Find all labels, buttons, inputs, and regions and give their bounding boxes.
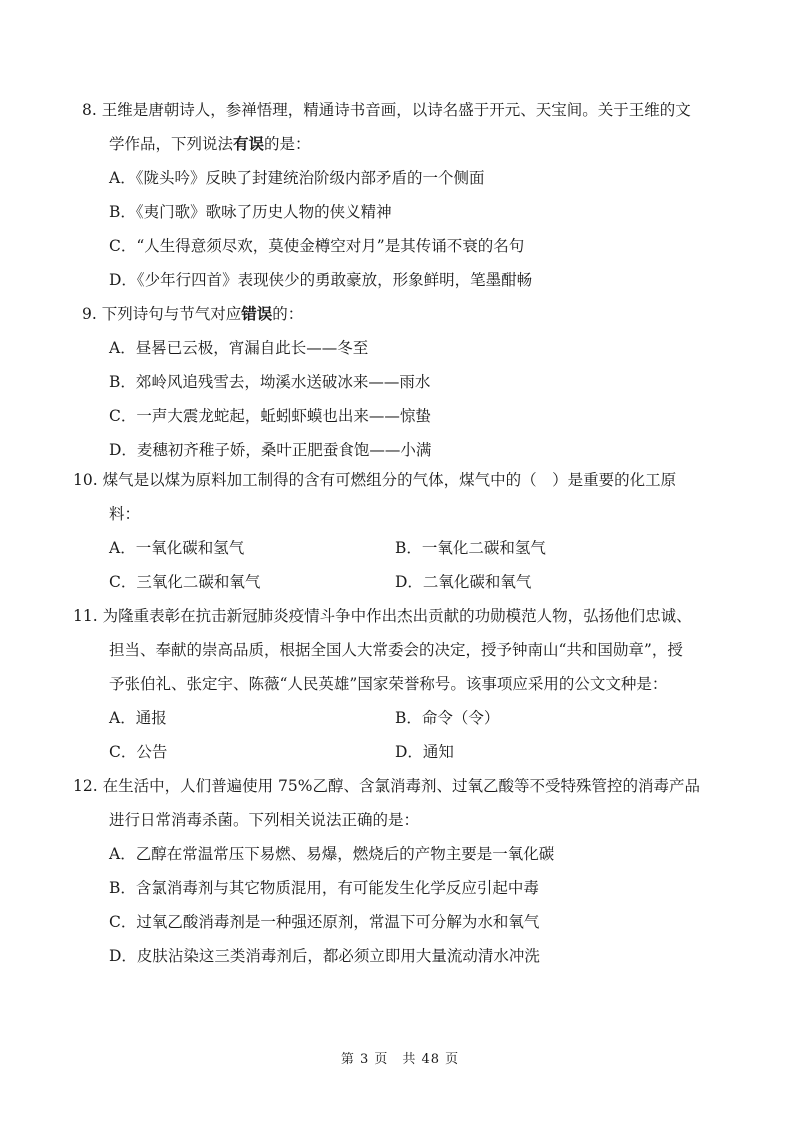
option-a: A．昼晷已云极，宵漏自此长——冬至	[109, 339, 369, 357]
stem-text: 在生活中，人们普遍使用 75%乙醇、含氯消毒剂、过氧乙酸等不受特殊管控的消毒产品	[102, 777, 700, 795]
question-12	[73, 769, 732, 973]
page-footer: 第 3 页 共 48 页	[340, 1052, 460, 1067]
question-11	[73, 599, 732, 769]
options-row	[82, 735, 732, 769]
option-c: C．三氧化二碳和氧气	[109, 573, 261, 591]
question-stem	[73, 599, 732, 701]
stem-continuation	[82, 127, 732, 161]
options-row	[82, 565, 732, 599]
option-c: C．“人生得意须尽欢，莫使金樽空对月”是其传诵不衰的名句	[109, 237, 525, 255]
question-number: 11.	[73, 607, 98, 625]
question-number: 12.	[73, 777, 98, 795]
stem-continuation: 担当、奉献的崇高品质，根据全国人大常委会的决定，授予钟南山“共和国勋章”，授	[109, 641, 683, 659]
stem-text-part: 学作品，下列说法	[109, 135, 234, 153]
stem-text: 为隆重表彰在抗击新冠肺炎疫情斗争中作出杰出贡献的功勋模范人物，弘扬他们忠诚、	[102, 607, 692, 625]
stem-text: 煤气是以煤为原料加工制得的含有可燃组分的气体，煤气中的（ ）是重要的化工原	[102, 471, 677, 489]
stem-text-part: 的是：	[264, 135, 311, 153]
options-row	[82, 531, 732, 565]
option-a: A．乙醇在常温常压下易燃、易爆，燃烧后的产物主要是一氧化碳	[109, 845, 555, 863]
question-10	[73, 463, 732, 599]
option-b: B．命令（令）	[395, 709, 500, 727]
stem-emphasis: 错误	[241, 304, 273, 323]
options-row	[82, 701, 732, 735]
option-d: D．麦穗初齐稚子娇，桑叶正肥蚕食饱——小满	[109, 441, 432, 459]
option-b: B．郊岭风追残雪去，坳溪水送破冰来——雨水	[109, 373, 431, 391]
question-stem	[73, 769, 732, 837]
option-b: B．一氧化二碳和氢气	[395, 539, 546, 557]
stem-continuation: 进行日常消毒杀菌。下列相关说法正确的是：	[109, 811, 420, 829]
option-d: D．通知	[395, 743, 454, 761]
stem-continuation: 料：	[109, 505, 141, 523]
question-number: 9.	[82, 305, 97, 323]
option-a: A．通报	[109, 709, 167, 727]
question-stem	[82, 297, 732, 331]
question-number: 10.	[73, 471, 98, 489]
option-d: D．《少年行四首》表现侠少的勇敢豪放，形象鲜明，笔墨酣畅	[109, 271, 533, 289]
stem-text-part: 的：	[272, 305, 304, 323]
option-a: A．一氧化碳和氢气	[109, 539, 245, 557]
stem-text-part: 下列诗句与节气对应	[101, 305, 242, 323]
stem-continuation: 予张伯礼、张定宇、陈薇“人民英雄”国家荣誉称号。该事项应采用的公文文种是：	[109, 675, 668, 693]
option-d: D．皮肤沾染这三类消毒剂后，都必须立即用大量流动清水冲洗	[109, 947, 540, 965]
question-8	[82, 93, 732, 297]
question-stem	[73, 463, 732, 531]
stem-emphasis: 有误	[233, 134, 265, 153]
option-b: B．含氯消毒剂与其它物质混用，有可能发生化学反应引起中毒	[109, 879, 539, 897]
question-stem	[82, 93, 732, 161]
stem-text: 王维是唐朝诗人，参禅悟理，精通诗书音画，以诗名盛于开元、天宝间。关于王维的文	[101, 101, 691, 119]
option-b: B．《夷门歌》歌咏了历史人物的侠义精神	[109, 203, 392, 221]
option-c: C．公告	[109, 743, 168, 761]
option-c: C．过氧乙酸消毒剂是一种强还原剂，常温下可分解为水和氧气	[109, 913, 540, 931]
question-number: 8.	[82, 101, 97, 119]
question-9	[82, 297, 732, 467]
option-d: D．二氧化碳和氧气	[395, 573, 532, 591]
option-a: A．《陇头吟》反映了封建统治阶级内部矛盾的一个侧面	[109, 169, 485, 187]
option-c: C．一声大震龙蛇起，蚯蚓虾蟆也出来——惊蛰	[109, 407, 431, 425]
